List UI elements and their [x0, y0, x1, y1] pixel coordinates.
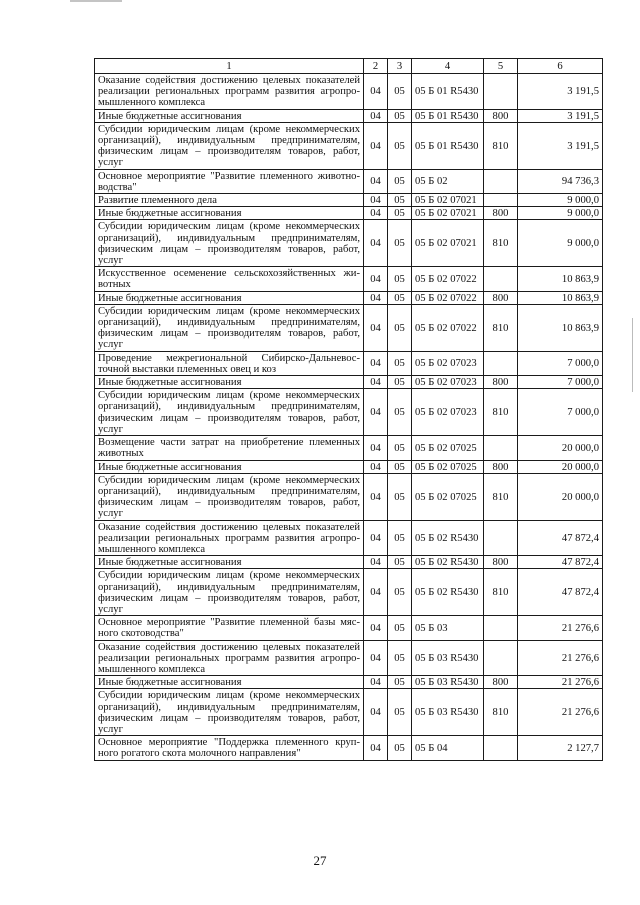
cell-target-article: 05 Б 04: [412, 736, 484, 760]
cell-target-article: 05 Б 02: [412, 169, 484, 193]
page-number: 27: [313, 853, 327, 868]
cell-section: 04: [364, 460, 388, 473]
cell-amount: 47 872,4: [518, 569, 603, 616]
header-col-2: 2: [364, 59, 388, 74]
cell-target-article: 05 Б 02 07025: [412, 473, 484, 520]
header-col-1: 1: [95, 59, 364, 74]
cell-subsection: 05: [388, 473, 412, 520]
cell-target-article: 05 Б 02 07022: [412, 267, 484, 291]
table-row: [95, 569, 603, 616]
cell-amount: 21 276,6: [518, 616, 603, 640]
cell-target-article: 05 Б 02 07021: [412, 207, 484, 220]
cell-amount: 47 872,4: [518, 520, 603, 556]
cell-subsection: 05: [388, 676, 412, 689]
cell-subsection: 05: [388, 460, 412, 473]
cell-expense-type: [484, 736, 518, 760]
cell-expense-type: [484, 267, 518, 291]
cell-description: Иные бюджетные ассигнования: [95, 556, 364, 569]
table-row: [95, 460, 603, 473]
table-row: [95, 207, 603, 220]
table-row: [95, 291, 603, 304]
cell-amount: 20 000,0: [518, 436, 603, 460]
cell-section: 04: [364, 109, 388, 122]
cell-description: Субсидии юридическим лицам (кроме некоммерческих организаций), индивидуальным предпринимателям, физическим лицам – производителям товаров, работ, услуг: [95, 220, 364, 267]
cell-description: Субсидии юридическим лицам (кроме некоммерческих организаций), индивидуальным предпринимателям, физическим лицам – производителям товаров, работ, услуг: [95, 122, 364, 169]
table-row: [95, 736, 603, 760]
table-row: [95, 194, 603, 207]
cell-subsection: 05: [388, 267, 412, 291]
table-row: [95, 389, 603, 436]
cell-description: Возмещение части затрат на приобретение племенных животных: [95, 436, 364, 460]
cell-description: Иные бюджетные ассигнования: [95, 460, 364, 473]
cell-amount: 94 736,3: [518, 169, 603, 193]
cell-subsection: 05: [388, 74, 412, 110]
cell-target-article: 05 Б 02 07025: [412, 436, 484, 460]
table-row: [95, 436, 603, 460]
cell-expense-type: 800: [484, 460, 518, 473]
cell-description: Оказание содействия достижению целевых показателей реализации региональных программ развития агропро-мышленного комплекса: [95, 520, 364, 556]
scan-artifact-right: [632, 318, 633, 392]
cell-expense-type: [484, 520, 518, 556]
cell-target-article: 05 Б 02 R5430: [412, 556, 484, 569]
table-row: [95, 676, 603, 689]
cell-section: 04: [364, 616, 388, 640]
cell-subsection: 05: [388, 556, 412, 569]
cell-amount: 10 863,9: [518, 267, 603, 291]
cell-expense-type: 810: [484, 389, 518, 436]
cell-expense-type: [484, 616, 518, 640]
cell-section: 04: [364, 436, 388, 460]
cell-section: 04: [364, 194, 388, 207]
cell-target-article: 05 Б 01 R5430: [412, 122, 484, 169]
cell-expense-type: 800: [484, 676, 518, 689]
cell-section: 04: [364, 220, 388, 267]
cell-amount: 2 127,7: [518, 736, 603, 760]
cell-description: Основное мероприятие "Развитие племенного животно-водства": [95, 169, 364, 193]
header-col-6: 6: [518, 59, 603, 74]
cell-amount: 21 276,6: [518, 689, 603, 736]
cell-target-article: 05 Б 02 07021: [412, 194, 484, 207]
cell-description: Иные бюджетные ассигнования: [95, 291, 364, 304]
cell-section: 04: [364, 304, 388, 351]
cell-subsection: 05: [388, 689, 412, 736]
table-row: [95, 640, 603, 676]
cell-section: 04: [364, 689, 388, 736]
cell-amount: 21 276,6: [518, 676, 603, 689]
table-row: [95, 556, 603, 569]
table-row: [95, 616, 603, 640]
cell-amount: 3 191,5: [518, 74, 603, 110]
cell-description: Субсидии юридическим лицам (кроме некоммерческих организаций), индивидуальным предпринимателям, физическим лицам – производителям товаров, работ, услуг: [95, 689, 364, 736]
cell-section: 04: [364, 676, 388, 689]
table-row: [95, 109, 603, 122]
cell-subsection: 05: [388, 389, 412, 436]
cell-target-article: 05 Б 02 07023: [412, 376, 484, 389]
table-row: [95, 376, 603, 389]
cell-amount: 9 000,0: [518, 207, 603, 220]
table-row: [95, 220, 603, 267]
cell-target-article: 05 Б 02 07021: [412, 220, 484, 267]
cell-description: Иные бюджетные ассигнования: [95, 376, 364, 389]
cell-description: Иные бюджетные ассигнования: [95, 109, 364, 122]
cell-expense-type: [484, 74, 518, 110]
cell-amount: 7 000,0: [518, 376, 603, 389]
cell-subsection: 05: [388, 736, 412, 760]
cell-section: 04: [364, 736, 388, 760]
cell-amount: 3 191,5: [518, 122, 603, 169]
table-row: [95, 689, 603, 736]
cell-subsection: 05: [388, 616, 412, 640]
cell-section: 04: [364, 267, 388, 291]
cell-amount: 10 863,9: [518, 304, 603, 351]
cell-target-article: 05 Б 02 07022: [412, 304, 484, 351]
table-body: [95, 74, 603, 761]
cell-section: 04: [364, 376, 388, 389]
scan-artifact-top: [70, 0, 122, 2]
cell-subsection: 05: [388, 376, 412, 389]
cell-amount: 7 000,0: [518, 351, 603, 375]
table-row: [95, 169, 603, 193]
cell-amount: 20 000,0: [518, 473, 603, 520]
cell-target-article: 05 Б 02 07025: [412, 460, 484, 473]
cell-description: Иные бюджетные ассигнования: [95, 676, 364, 689]
cell-expense-type: 800: [484, 556, 518, 569]
cell-expense-type: [484, 194, 518, 207]
cell-subsection: 05: [388, 520, 412, 556]
cell-section: 04: [364, 351, 388, 375]
cell-target-article: 05 Б 03 R5430: [412, 676, 484, 689]
cell-subsection: 05: [388, 169, 412, 193]
table-row: [95, 122, 603, 169]
cell-expense-type: 810: [484, 304, 518, 351]
cell-subsection: 05: [388, 569, 412, 616]
cell-target-article: 05 Б 02 R5430: [412, 569, 484, 616]
cell-section: 04: [364, 569, 388, 616]
cell-amount: 20 000,0: [518, 460, 603, 473]
cell-subsection: 05: [388, 194, 412, 207]
cell-description: Субсидии юридическим лицам (кроме некоммерческих организаций), индивидуальным предпринимателям, физическим лицам – производителям товаров, работ, услуг: [95, 473, 364, 520]
cell-description: Субсидии юридическим лицам (кроме некоммерческих организаций), индивидуальным предпринимателям, физическим лицам – производителям товаров, работ, услуг: [95, 389, 364, 436]
cell-expense-type: [484, 640, 518, 676]
cell-description: Основное мероприятие "Развитие племенной базы мяс-ного скотоводства": [95, 616, 364, 640]
cell-amount: 9 000,0: [518, 194, 603, 207]
cell-section: 04: [364, 389, 388, 436]
header-row: [95, 59, 603, 74]
header-col-4: 4: [412, 59, 484, 74]
cell-description: Искусственное осеменение сельскохозяйственных жи-вотных: [95, 267, 364, 291]
cell-amount: 10 863,9: [518, 291, 603, 304]
cell-section: 04: [364, 520, 388, 556]
cell-description: Развитие племенного дела: [95, 194, 364, 207]
cell-target-article: 05 Б 03: [412, 616, 484, 640]
cell-expense-type: [484, 436, 518, 460]
cell-subsection: 05: [388, 207, 412, 220]
budget-table: [94, 58, 603, 761]
cell-target-article: 05 Б 03 R5430: [412, 689, 484, 736]
cell-section: 04: [364, 169, 388, 193]
cell-target-article: 05 Б 02 07023: [412, 351, 484, 375]
cell-section: 04: [364, 640, 388, 676]
cell-description: Оказание содействия достижению целевых показателей реализации региональных программ развития агропро-мышленного комплекса: [95, 640, 364, 676]
table-row: [95, 267, 603, 291]
table-row: [95, 473, 603, 520]
cell-expense-type: [484, 169, 518, 193]
cell-amount: 7 000,0: [518, 389, 603, 436]
cell-expense-type: 800: [484, 109, 518, 122]
cell-expense-type: [484, 351, 518, 375]
cell-amount: 9 000,0: [518, 220, 603, 267]
cell-section: 04: [364, 291, 388, 304]
cell-description: Субсидии юридическим лицам (кроме некоммерческих организаций), индивидуальным предпринимателям, физическим лицам – производителям товаров, работ, услуг: [95, 304, 364, 351]
cell-section: 04: [364, 473, 388, 520]
cell-subsection: 05: [388, 122, 412, 169]
table-row: [95, 351, 603, 375]
cell-description: Основное мероприятие "Поддержка племенного круп-ного рогатого скота молочного направления": [95, 736, 364, 760]
cell-section: 04: [364, 207, 388, 220]
cell-target-article: 05 Б 02 07022: [412, 291, 484, 304]
cell-description: Оказание содействия достижению целевых показателей реализации региональных программ развития агропро-мышленного комплекса: [95, 74, 364, 110]
cell-target-article: 05 Б 02 07023: [412, 389, 484, 436]
table-header: [95, 59, 603, 74]
header-col-5: 5: [484, 59, 518, 74]
table-row: [95, 520, 603, 556]
table-row: [95, 74, 603, 110]
cell-description: Субсидии юридическим лицам (кроме некоммерческих организаций), индивидуальным предпринимателям, физическим лицам – производителям товаров, работ, услуг: [95, 569, 364, 616]
cell-section: 04: [364, 122, 388, 169]
cell-subsection: 05: [388, 304, 412, 351]
cell-expense-type: 810: [484, 122, 518, 169]
cell-expense-type: 800: [484, 376, 518, 389]
cell-target-article: 05 Б 01 R5430: [412, 74, 484, 110]
cell-description: Проведение межрегиональной Сибирско-Дальневос-точной выставки племенных овец и коз: [95, 351, 364, 375]
cell-amount: 3 191,5: [518, 109, 603, 122]
cell-subsection: 05: [388, 351, 412, 375]
cell-target-article: 05 Б 03 R5430: [412, 640, 484, 676]
cell-section: 04: [364, 556, 388, 569]
cell-subsection: 05: [388, 291, 412, 304]
cell-expense-type: 810: [484, 689, 518, 736]
cell-subsection: 05: [388, 220, 412, 267]
cell-section: 04: [364, 74, 388, 110]
cell-target-article: 05 Б 02 R5430: [412, 520, 484, 556]
cell-expense-type: 810: [484, 569, 518, 616]
cell-expense-type: 800: [484, 291, 518, 304]
cell-amount: 21 276,6: [518, 640, 603, 676]
cell-amount: 47 872,4: [518, 556, 603, 569]
cell-subsection: 05: [388, 640, 412, 676]
table-row: [95, 304, 603, 351]
cell-expense-type: 800: [484, 207, 518, 220]
cell-expense-type: 810: [484, 473, 518, 520]
header-col-3: 3: [388, 59, 412, 74]
cell-description: Иные бюджетные ассигнования: [95, 207, 364, 220]
cell-target-article: 05 Б 01 R5430: [412, 109, 484, 122]
cell-subsection: 05: [388, 109, 412, 122]
cell-expense-type: 810: [484, 220, 518, 267]
cell-subsection: 05: [388, 436, 412, 460]
